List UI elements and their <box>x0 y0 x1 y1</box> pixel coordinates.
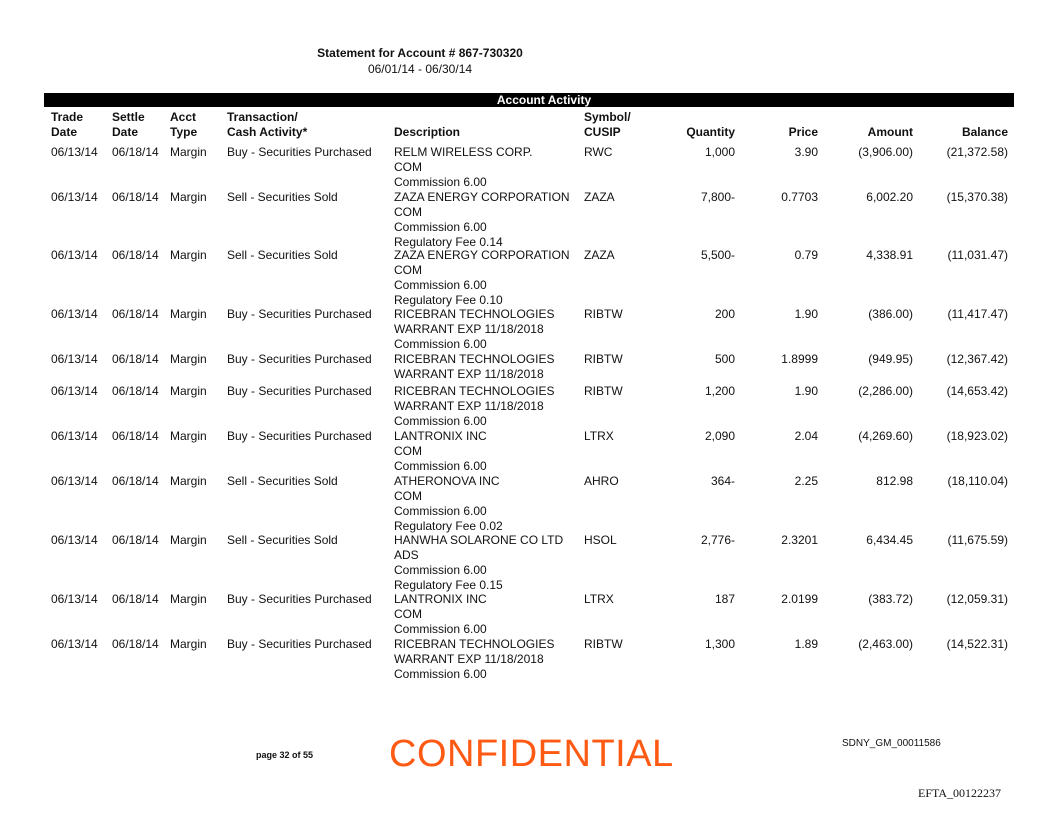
col-header-amount: Amount <box>867 125 913 139</box>
bates-number: SDNY_GM_00011586 <box>842 738 941 749</box>
cell-balance: (21,372.58) <box>946 145 1008 159</box>
col-header-trade-date <box>51 110 83 140</box>
cell-price: 3.90 <box>794 145 818 159</box>
col-header-acct-line2: Type <box>170 125 198 139</box>
cell-price: 1.89 <box>794 637 818 651</box>
cell-description <box>394 307 554 352</box>
cell-transaction: Buy - Securities Purchased <box>227 637 372 651</box>
cell-trade-date: 06/13/14 <box>51 307 98 321</box>
description-line: Commission 6.00 <box>394 459 487 473</box>
cell-acct-type: Margin <box>170 637 207 651</box>
cell-amount: 6,434.45 <box>866 533 913 547</box>
cell-trade-date: 06/13/14 <box>51 384 98 398</box>
cell-trade-date: 06/13/14 <box>51 190 98 204</box>
description-line: RICEBRAN TECHNOLOGIES <box>394 384 555 398</box>
cell-symbol: RWC <box>584 145 613 159</box>
cell-quantity: 2,090 <box>704 429 735 443</box>
cell-symbol: ZAZA <box>584 248 615 262</box>
description-line: COM <box>394 444 422 458</box>
col-header-balance: Balance <box>961 125 1008 139</box>
description-line: Regulatory Fee 0.02 <box>394 519 503 533</box>
col-header-quantity: Quantity <box>686 125 735 139</box>
cell-price: 2.25 <box>794 474 818 488</box>
cell-description <box>394 190 570 250</box>
cell-trade-date: 06/13/14 <box>51 592 98 606</box>
cell-price: 2.04 <box>794 429 818 443</box>
cell-price: 2.0199 <box>781 592 818 606</box>
description-line: ATHERONOVA INC <box>394 474 500 488</box>
section-header-band <box>44 93 1014 107</box>
description-line: COM <box>394 160 422 174</box>
cell-symbol: LTRX <box>584 429 614 443</box>
cell-amount: 812.98 <box>876 474 913 488</box>
description-line: WARRANT EXP 11/18/2018 <box>394 367 544 381</box>
cell-amount: (383.72) <box>868 592 913 606</box>
cell-settle-date: 06/18/14 <box>112 474 159 488</box>
cell-quantity: 1,200 <box>704 384 735 398</box>
col-header-price: Price <box>788 125 818 139</box>
cell-quantity: 2,776- <box>700 533 735 547</box>
cell-transaction: Sell - Securities Sold <box>227 190 338 204</box>
description-line: Commission 6.00 <box>394 220 487 234</box>
cell-settle-date: 06/18/14 <box>112 429 159 443</box>
cell-quantity: 5,500- <box>700 248 735 262</box>
col-header-symbol-line1: Symbol/ <box>584 110 631 124</box>
description-line: COM <box>394 489 422 503</box>
cell-settle-date: 06/18/14 <box>112 352 159 366</box>
cell-settle-date: 06/18/14 <box>112 592 159 606</box>
col-header-trade-line1: Trade <box>51 110 84 124</box>
cell-description <box>394 474 503 534</box>
cell-balance: (18,110.04) <box>947 474 1008 488</box>
cell-transaction: Buy - Securities Purchased <box>227 384 372 398</box>
statement-title: Statement for Account # 867-730320 <box>317 46 523 60</box>
efta-number: EFTA_00122237 <box>918 786 1002 800</box>
cell-transaction: Buy - Securities Purchased <box>227 145 372 159</box>
description-line: COM <box>394 263 422 277</box>
cell-transaction: Sell - Securities Sold <box>227 474 338 488</box>
col-header-transaction-line1: Transaction/ <box>227 110 298 124</box>
cell-price: 1.90 <box>794 384 818 398</box>
col-header-acct-type <box>170 110 197 140</box>
description-line: Commission 6.00 <box>394 278 487 292</box>
cell-balance: (11,675.59) <box>947 533 1008 547</box>
description-line: RELM WIRELESS CORP. <box>394 145 533 159</box>
description-line: Regulatory Fee 0.14 <box>394 235 503 249</box>
cell-settle-date: 06/18/14 <box>112 307 159 321</box>
description-line: Commission 6.00 <box>394 414 487 428</box>
col-header-settle-line2: Date <box>112 125 139 139</box>
cell-symbol: ZAZA <box>584 190 615 204</box>
description-line: Regulatory Fee 0.15 <box>394 578 503 592</box>
description-line: Commission 6.00 <box>394 667 487 681</box>
cell-amount: (949.95) <box>868 352 913 366</box>
page-number: page 32 of 55 <box>256 750 314 760</box>
cell-price: 1.8999 <box>781 352 818 366</box>
description-line: Commission 6.00 <box>394 622 487 636</box>
cell-description <box>394 592 487 637</box>
description-line: Commission 6.00 <box>394 175 487 189</box>
cell-description <box>394 384 554 429</box>
col-header-transaction-line2: Cash Activity* <box>227 125 308 139</box>
description-line: LANTRONIX INC <box>394 429 487 443</box>
cell-acct-type: Margin <box>170 145 207 159</box>
cell-acct-type: Margin <box>170 352 207 366</box>
description-line: ZAZA ENERGY CORPORATION <box>394 248 570 262</box>
cell-balance: (11,417.47) <box>947 307 1008 321</box>
cell-acct-type: Margin <box>170 248 207 262</box>
cell-settle-date: 06/18/14 <box>112 384 159 398</box>
statement-period: 06/01/14 - 06/30/14 <box>367 62 473 76</box>
confidential-stamp: CONFIDENTIAL <box>389 733 674 775</box>
col-header-settle-date <box>112 110 145 140</box>
section-title: Account Activity <box>496 93 592 107</box>
cell-price: 2.3201 <box>781 533 818 547</box>
cell-quantity: 187 <box>714 592 735 606</box>
cell-price: 0.7703 <box>781 190 818 204</box>
cell-quantity: 1,300 <box>704 637 735 651</box>
cell-description <box>394 352 554 382</box>
cell-settle-date: 06/18/14 <box>112 145 159 159</box>
description-line: COM <box>394 205 422 219</box>
cell-quantity: 7,800- <box>700 190 735 204</box>
cell-trade-date: 06/13/14 <box>51 352 98 366</box>
cell-trade-date: 06/13/14 <box>51 145 98 159</box>
description-line: RICEBRAN TECHNOLOGIES <box>394 307 555 321</box>
cell-balance: (15,370.38) <box>946 190 1008 204</box>
col-header-symbol-line2: CUSIP <box>584 125 621 139</box>
cell-acct-type: Margin <box>170 384 207 398</box>
cell-transaction: Buy - Securities Purchased <box>227 307 372 321</box>
cell-balance: (12,059.31) <box>946 592 1008 606</box>
cell-amount: (2,286.00) <box>858 384 913 398</box>
cell-symbol: RIBTW <box>584 384 623 398</box>
cell-symbol: RIBTW <box>584 307 623 321</box>
cell-description <box>394 533 563 593</box>
description-line: HANWHA SOLARONE CO LTD <box>394 533 564 547</box>
cell-amount: (4,269.60) <box>858 429 913 443</box>
description-line: ADS <box>394 548 419 562</box>
cell-description <box>394 429 487 474</box>
cell-balance: (14,653.42) <box>946 384 1008 398</box>
description-line: WARRANT EXP 11/18/2018 <box>394 399 544 413</box>
cell-acct-type: Margin <box>170 307 207 321</box>
description-line: RICEBRAN TECHNOLOGIES <box>394 352 555 366</box>
col-header-symbol <box>584 110 631 140</box>
cell-balance: (12,367.42) <box>946 352 1008 366</box>
cell-description <box>394 248 570 308</box>
cell-trade-date: 06/13/14 <box>51 637 98 651</box>
cell-acct-type: Margin <box>170 533 207 547</box>
cell-amount: (2,463.00) <box>858 637 913 651</box>
description-line: RICEBRAN TECHNOLOGIES <box>394 637 555 651</box>
cell-settle-date: 06/18/14 <box>112 533 159 547</box>
col-header-description: Description <box>394 125 461 139</box>
description-line: WARRANT EXP 11/18/2018 <box>394 652 544 666</box>
description-line: LANTRONIX INC <box>394 592 487 606</box>
description-line: Regulatory Fee 0.10 <box>394 293 503 307</box>
cell-symbol: RIBTW <box>584 352 623 366</box>
cell-symbol: AHRO <box>584 474 619 488</box>
col-header-acct-line1: Acct <box>170 110 197 124</box>
cell-transaction: Sell - Securities Sold <box>227 533 338 547</box>
cell-acct-type: Margin <box>170 474 207 488</box>
description-line: WARRANT EXP 11/18/2018 <box>394 322 544 336</box>
col-header-settle-line1: Settle <box>112 110 145 124</box>
cell-acct-type: Margin <box>170 190 207 204</box>
cell-trade-date: 06/13/14 <box>51 533 98 547</box>
cell-trade-date: 06/13/14 <box>51 248 98 262</box>
cell-price: 0.79 <box>794 248 818 262</box>
cell-symbol: RIBTW <box>584 637 623 651</box>
description-line: Commission 6.00 <box>394 504 487 518</box>
cell-amount: 4,338.91 <box>866 248 913 262</box>
cell-settle-date: 06/18/14 <box>112 190 159 204</box>
col-header-trade-line2: Date <box>51 125 78 139</box>
cell-amount: 6,002.20 <box>866 190 913 204</box>
description-line: COM <box>394 607 422 621</box>
cell-description <box>394 637 554 682</box>
cell-transaction: Buy - Securities Purchased <box>227 429 372 443</box>
cell-settle-date: 06/18/14 <box>112 637 159 651</box>
cell-balance: (11,031.47) <box>947 248 1008 262</box>
cell-balance: (18,923.02) <box>946 429 1008 443</box>
cell-transaction: Sell - Securities Sold <box>227 248 338 262</box>
cell-balance: (14,522.31) <box>946 637 1008 651</box>
cell-quantity: 1,000 <box>704 145 735 159</box>
cell-quantity: 500 <box>714 352 735 366</box>
description-line: Commission 6.00 <box>394 563 487 577</box>
cell-quantity: 200 <box>714 307 735 321</box>
description-line: Commission 6.00 <box>394 337 487 351</box>
cell-transaction: Buy - Securities Purchased <box>227 352 372 366</box>
col-header-transaction <box>227 110 307 140</box>
cell-transaction: Buy - Securities Purchased <box>227 592 372 606</box>
description-line: ZAZA ENERGY CORPORATION <box>394 190 570 204</box>
cell-settle-date: 06/18/14 <box>112 248 159 262</box>
cell-description <box>394 145 532 190</box>
cell-symbol: LTRX <box>584 592 614 606</box>
cell-acct-type: Margin <box>170 429 207 443</box>
cell-acct-type: Margin <box>170 592 207 606</box>
cell-price: 1.90 <box>794 307 818 321</box>
cell-symbol: HSOL <box>584 533 617 547</box>
cell-trade-date: 06/13/14 <box>51 474 98 488</box>
cell-amount: (3,906.00) <box>858 145 913 159</box>
cell-quantity: 364- <box>710 474 735 488</box>
cell-amount: (386.00) <box>868 307 913 321</box>
cell-trade-date: 06/13/14 <box>51 429 98 443</box>
